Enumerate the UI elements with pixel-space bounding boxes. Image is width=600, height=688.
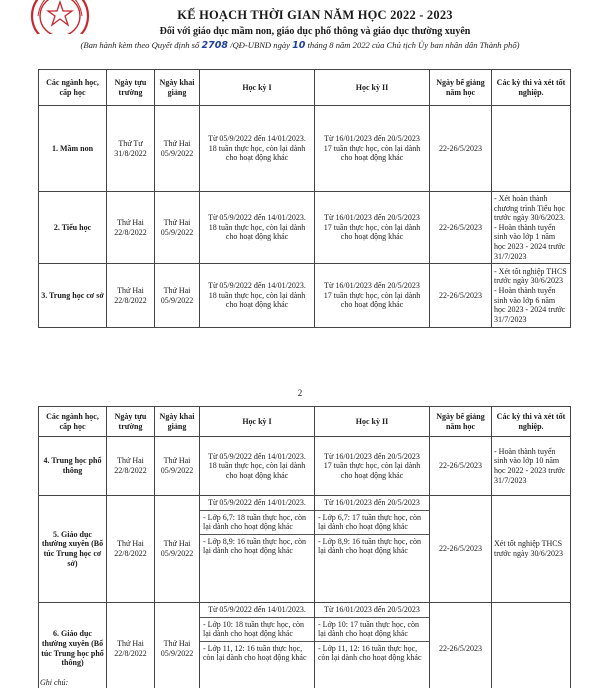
row-khai-giang: Thứ Hai 05/9/2022 (155, 603, 200, 688)
hk2-note: 17 tuần thực học, còn lại dành cho hoạt động khác (323, 461, 421, 480)
page-number: 2 (297, 388, 303, 398)
row-be-giang: 22-26/5/2023 (430, 437, 492, 496)
hk1-dates: Từ 05/9/2022 đến 14/01/2023. (208, 134, 306, 144)
table-row (39, 496, 571, 603)
exam-note: - Xét tốt nghiệp THCS trước ngày 30/6/2023 (494, 266, 567, 286)
col-header-tuu-truong: Ngày tựu trường (107, 407, 155, 437)
col-header-hk1: Học kỳ I (200, 70, 315, 106)
schedule-table-page-1 (38, 69, 571, 328)
table-header-row (39, 407, 571, 437)
row-hk1 (200, 437, 315, 496)
hk2-dates: Từ 16/01/2023 đến 20/5/2023 (324, 605, 420, 614)
exam-note: - Hoàn thành tuyển sinh vào lớp 1 năm học 2023 - 2024 trước 31/7/2023 (494, 222, 566, 261)
hk2-grade-note: - Lớp 10: 17 tuần thực học, còn lại dành cho hoạt động khác (315, 617, 429, 641)
hk1-grade-note: - Lớp 6,7: 18 tuần thực học, còn lại dành cho hoạt động khác (200, 510, 314, 534)
row-hk1 (200, 192, 315, 264)
row-hk1 (200, 264, 315, 328)
hk1-grade-note: - Lớp 11, 12: 16 tuần thực học, còn lại dành cho hoạt động khác (200, 641, 314, 665)
row-khai-giang: Thứ Hai 05/9/2022 (155, 192, 200, 264)
row-be-giang: 22-26/5/2023 (430, 192, 492, 264)
table-header-row (39, 70, 571, 106)
hk1-dates: Từ 05/9/2022 đến 14/01/2023. (208, 281, 306, 291)
hk1-dates: Từ 05/9/2022 đến 14/01/2023. (208, 451, 306, 461)
decree-mid: /QĐ-UBND ngày (227, 40, 293, 50)
exam-note: - Hoàn thành tuyển sinh vào lớp 6 năm học 2023 - 2024 trước 31/7/2023 (494, 286, 566, 324)
table-row (39, 106, 571, 192)
row-level-name: 4. Trung học phổ thông (39, 437, 107, 496)
row-hk2 (315, 192, 430, 264)
hk1-grade-note: - Lớp 8,9: 16 tuần thực học, còn lại dành cho hoạt động khác (200, 534, 314, 558)
col-header-be-giang: Ngày bế giảng năm học (430, 407, 492, 437)
hk2-grade-note: - Lớp 8,9: 16 tuần thực học, còn lại dành cho hoạt động khác (315, 534, 429, 558)
row-tuu-truong: Thứ Tư 31/8/2022 (107, 106, 155, 192)
col-header-hk2: Học kỳ II (315, 407, 430, 437)
hk1-note: 18 tuần thực học, còn lại dành cho hoạt động khác (208, 461, 306, 480)
hk2-grade-note: - Lớp 6,7: 17 tuần thực học, còn lại dành cho hoạt động khác (315, 510, 429, 534)
row-level-name: 2. Tiểu học (39, 192, 107, 264)
document-subtitle: Đối với giáo dục mầm non, giáo dục phổ thông và giáo dục thường xuyên (159, 26, 471, 37)
col-header-hk2: Học kỳ II (315, 70, 430, 106)
row-hk1 (200, 106, 315, 192)
row-ky-thi (492, 192, 571, 264)
col-header-tuu-truong: Ngày tựu trường (107, 70, 155, 106)
row-tuu-truong: Thứ Hai 22/8/2022 (107, 496, 155, 603)
row-hk2 (315, 496, 430, 603)
row-khai-giang: Thứ Hai 05/9/2022 (155, 106, 200, 192)
row-tuu-truong: Thứ Hai 22/8/2022 (107, 603, 155, 688)
row-ky-thi (492, 264, 571, 328)
row-ky-thi (492, 603, 571, 688)
row-be-giang: 22-26/5/2023 (430, 496, 492, 603)
col-header-level: Các ngành học, cấp học (39, 70, 107, 106)
row-be-giang: 22-26/5/2023 (430, 603, 492, 688)
hk2-note: 17 tuần thực học, còn lại dành cho hoạt động khác (323, 222, 421, 242)
decree-prefix: (Ban hành kèm theo Quyết định số (80, 40, 202, 50)
hk2-dates: Từ 16/01/2023 đến 20/5/2023 (324, 498, 420, 507)
hk1-note: 18 tuần thực học, còn lại dành cho hoạt động khác (208, 143, 306, 163)
footnote-label: Ghi chú: (40, 678, 69, 687)
decree-reference (0, 40, 600, 51)
decree-day-handwritten: 10 (292, 40, 306, 51)
col-header-be-giang: Ngày bế giảng năm học (430, 70, 492, 106)
hk1-dates: Từ 05/9/2022 đến 14/01/2023. (208, 213, 306, 223)
row-hk2 (315, 264, 430, 328)
row-khai-giang: Thứ Hai 05/9/2022 (155, 496, 200, 603)
col-header-khai-giang: Ngày khai giảng (155, 70, 200, 106)
schedule-table-page-2 (38, 406, 571, 688)
row-ky-thi (492, 106, 571, 192)
document-title: KẾ HOẠCH THỜI GIAN NĂM HỌC 2022 - 2023 (177, 8, 453, 22)
row-be-giang: 22-26/5/2023 (430, 264, 492, 328)
row-be-giang: 22-26/5/2023 (430, 106, 492, 192)
table-row (39, 192, 571, 264)
row-level-name: 6. Giáo dục thường xuyên (Bổ túc Trung học phổ thông) (39, 603, 107, 688)
hk2-dates: Từ 16/01/2023 đến 20/5/2023 (324, 281, 420, 291)
col-header-hk1: Học kỳ I (200, 407, 315, 437)
hk2-note: 17 tuần thực học, còn lại dành cho hoạt động khác (323, 143, 421, 163)
hk1-grade-note: - Lớp 10: 18 tuần thực học, còn lại dành cho hoạt động khác (200, 617, 314, 641)
hk1-note: 18 tuần thực học, còn lại dành cho hoạt động khác (208, 290, 306, 310)
col-header-khai-giang: Ngày khai giảng (155, 407, 200, 437)
row-hk2 (315, 437, 430, 496)
hk1-note: 18 tuần thực học, còn lại dành cho hoạt động khác (208, 222, 306, 242)
row-level-name: 3. Trung học cơ sở (39, 264, 107, 328)
hk1-dates: Từ 05/9/2022 đến 14/01/2023. (208, 498, 306, 507)
hk2-dates: Từ 16/01/2023 đến 20/5/2023 (324, 451, 420, 461)
decree-number-handwritten: 2708 (201, 40, 228, 51)
decree-suffix: tháng 8 năm 2022 của Chủ tịch Ủy ban nhân dân Thành phố) (305, 40, 520, 50)
document-header (0, 8, 600, 51)
row-hk2 (315, 106, 430, 192)
row-ky-thi: Xét tốt nghiệp THCS trước ngày 30/6/2023 (492, 496, 571, 603)
col-header-ky-thi: Các kỳ thi và xét tốt nghiệp. (492, 407, 571, 437)
row-ky-thi: - Hoàn thành tuyển sinh vào lớp 10 năm học 2022 - 2023 trước 31/7/2023 (492, 437, 571, 496)
hk2-dates: Từ 16/01/2023 đến 20/5/2023 (324, 213, 420, 223)
row-hk1 (200, 496, 315, 603)
exam-note: - Xét hoàn thành chương trình Tiểu học trước ngày 30/6/2023. (494, 194, 566, 223)
col-header-ky-thi: Các kỳ thi và xét tốt nghiệp. (492, 70, 571, 106)
hk2-dates: Từ 16/01/2023 đến 20/5/2023 (324, 134, 420, 144)
row-tuu-truong: Thứ Hai 22/8/2022 (107, 264, 155, 328)
row-hk1 (200, 603, 315, 688)
row-khai-giang: Thứ Hai 05/9/2022 (155, 437, 200, 496)
row-level-name: 5. Giáo dục thường xuyên (Bổ túc Trung học cơ sở) (39, 496, 107, 603)
row-tuu-truong: Thứ Hai 22/8/2022 (107, 437, 155, 496)
row-khai-giang: Thứ Hai 05/9/2022 (155, 264, 200, 328)
hk1-dates: Từ 05/9/2022 đến 14/01/2023. (208, 605, 306, 614)
row-level-name: 1. Mầm non (39, 106, 107, 192)
row-tuu-truong: Thứ Hai 22/8/2022 (107, 192, 155, 264)
table-row (39, 437, 571, 496)
hk2-note: 17 tuần thực học, còn lại dành cho hoạt động khác (323, 290, 421, 310)
table-row (39, 603, 571, 688)
col-header-level: Các ngành học, cấp học (39, 407, 107, 437)
table-row (39, 264, 571, 328)
hk2-grade-note: - Lớp 11, 12: 16 tuần thực học, còn lại dành cho hoạt động khác (315, 641, 429, 665)
row-hk2 (315, 603, 430, 688)
